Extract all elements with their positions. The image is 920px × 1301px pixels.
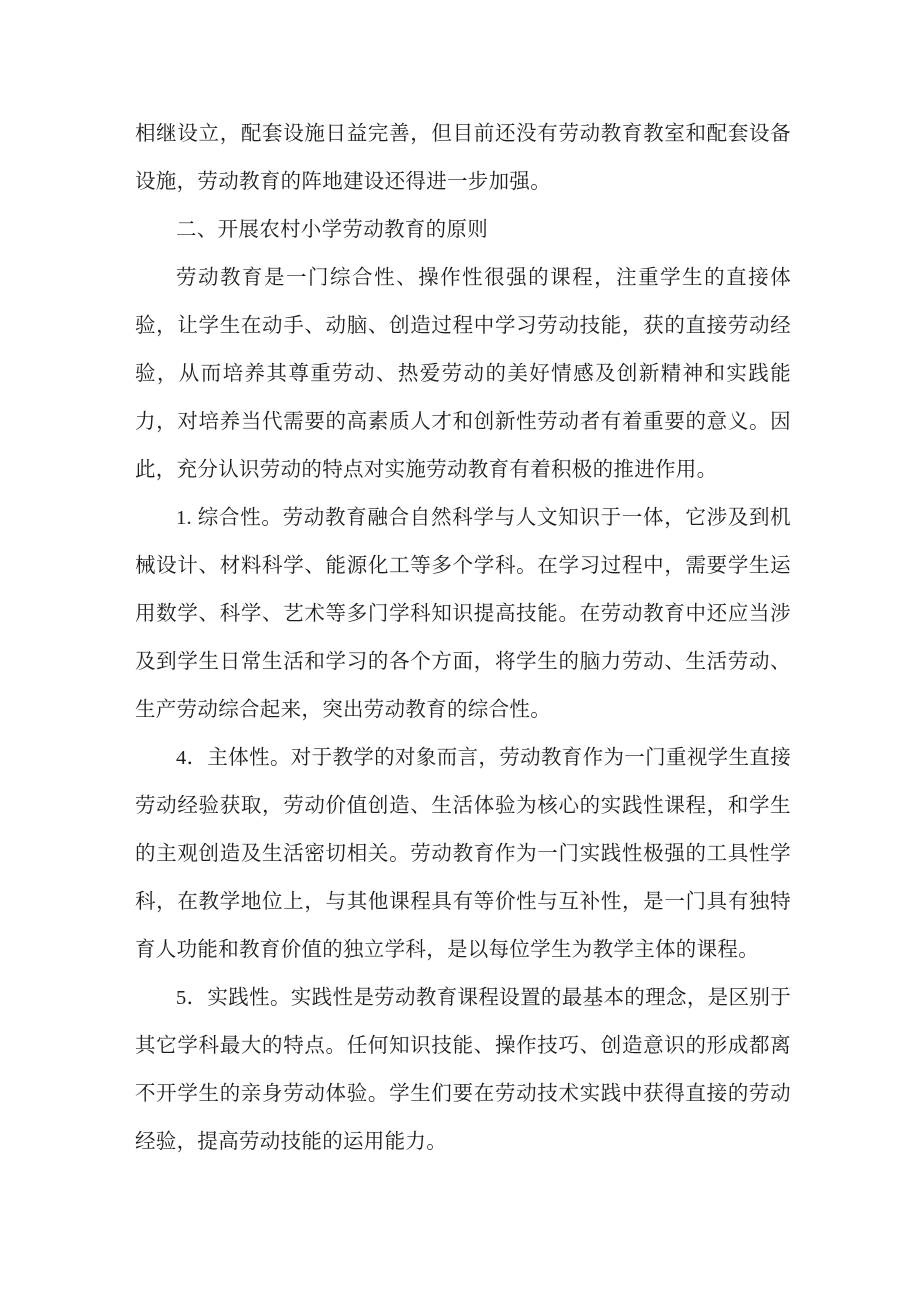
paragraph-item-4: 4．主体性。对于教学的对象而言，劳动教育作为一门重视学生直接劳动经验获取，劳动价值创造、生活体验为核心的实践性课程，和学生的主观创造及生活密切相关。劳动教育作为一门实践性极强的工具性学科，在教学地位上，与其他课程具有等价性与互补性，是一门具有独特育人功能和教育价值的独立学科，是以每位学生为教学主体的课程。 (135, 747, 791, 961)
paragraph-item-1: 1. 综合性。劳动教育融合自然科学与人文知识于一体，它涉及到机械设计、材料科学、能源化工等多个学科。在学习过程中，需要学生运用数学、科学、艺术等多门学科知识提高技能。在劳动教育中还应当涉及到学生日常生活和学习的各个方面，将学生的脑力劳动、生活劳动、生产劳动综合起来，突出劳动教育的综合性。 (135, 507, 791, 721)
paragraph-item-5: 5．实践性。实践性是劳动教育课程设置的最基本的理念，是区别于其它学科最大的特点。任何知识技能、操作技巧、创造意识的形成都离不开学生的亲身劳动体验。学生们要在劳动技术实践中获得直接的劳动经验，提高劳动技能的运用能力。 (135, 987, 791, 1153)
text-block (135, 110, 791, 1166)
paragraph-intro: 劳动教育是一门综合性、操作性很强的课程，注重学生的直接体验，让学生在动手、动脑、创造过程中学习劳动技能，获的直接劳动经验，从而培养其尊重劳动、热爱劳动的美好情感及创新精神和实践能力，对培养当代需要的高素质人才和创新性劳动者有着重要的意义。因此，充分认识劳动的特点对实施劳动教育有着积极的推进作用。 (135, 267, 791, 481)
paragraph-continuation: 相继设立，配套设施日益完善，但目前还没有劳动教育教室和配套设备设施，劳动教育的阵地建设还得进一步加强。 (135, 123, 791, 193)
section-heading: 二、开展农村小学劳动教育的原则 (176, 219, 488, 241)
